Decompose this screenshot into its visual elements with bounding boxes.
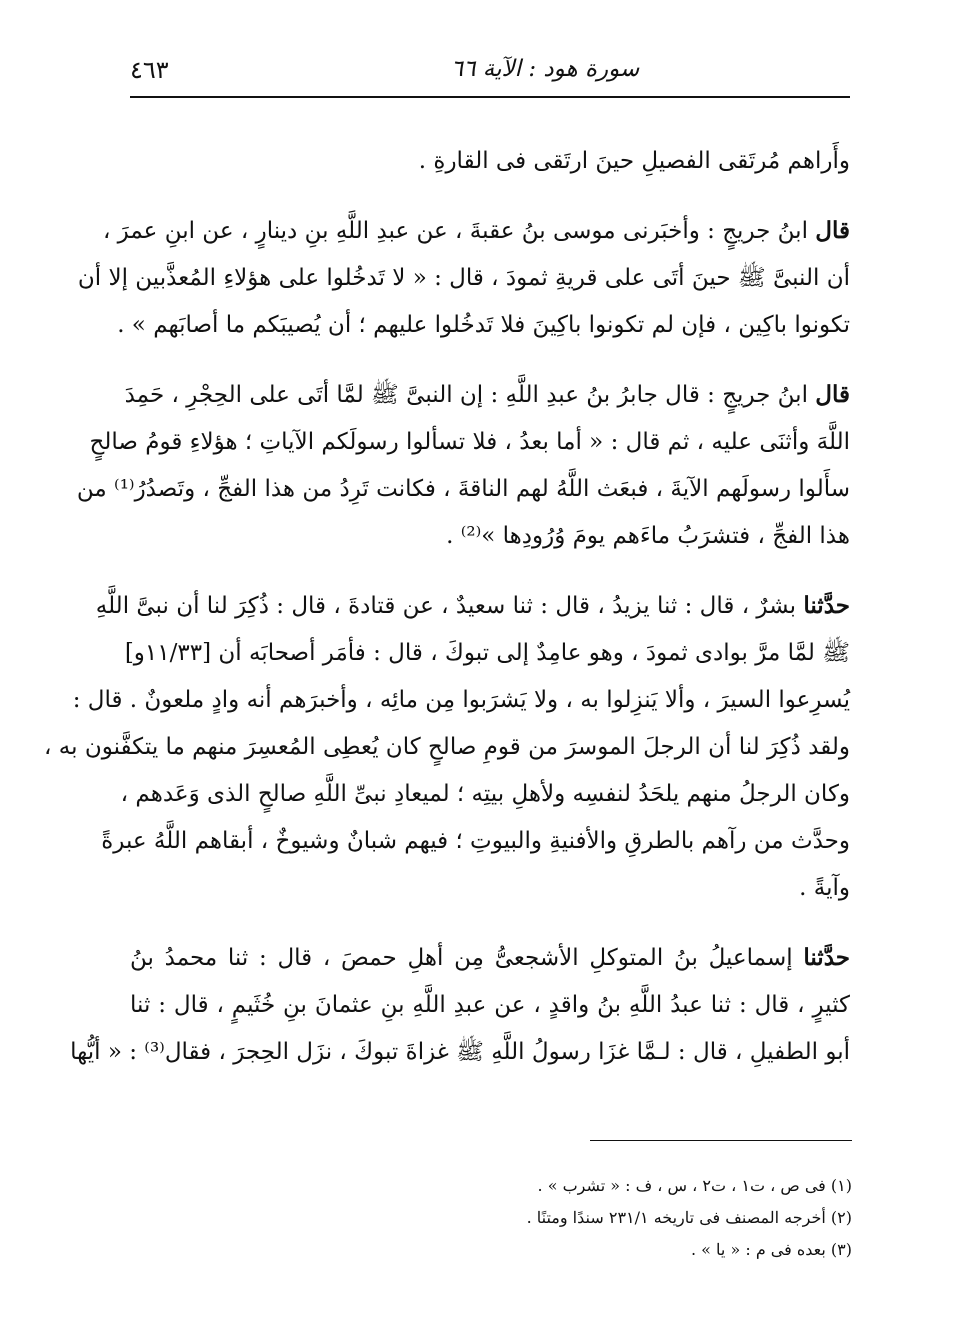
footnote: (١) فى ص ، ت١ ، ت٢ ، س ، ف : « تشرب » .	[537, 1176, 852, 1195]
text-line	[120, 771, 850, 818]
text-line	[89, 419, 850, 466]
line-text: ولقد ذُكِرَ لنا أن الرجلَ الموسرَ من قومِ صالحٍ كان يُعطِى المُعسِرَ منهم ما يتكفَّنون به ،	[44, 734, 850, 760]
text-line	[102, 207, 850, 255]
line-text: اللَّهَ وأثنَى عليه ، ثم قال : « أما بعدُ ، فلا تسألوا رسولَكم الآياتِ ؛ هؤلاءِ قومُ صالحٍ	[89, 429, 850, 455]
text-line	[130, 513, 850, 560]
text-line	[124, 630, 850, 677]
paragraph	[44, 582, 850, 912]
paragraph-lead-word: حدَّثنا	[803, 944, 850, 971]
text-line	[70, 1029, 850, 1076]
line-text: وحدَّث من رآهم بالطرقِ والأفنيةِ والبيوتِ ؛ فيهم شبانٌ وشيوخٌ ، أبقاهم اللَّهُ عبرةً	[101, 828, 850, 854]
line-text: ﷺ لمَّا مرَّ بوادى ثمودَ ، وهو عامِدٌ إلى تبوكَ ، قال : فأمَر أصحابَه أن [١١/٣٣و]	[124, 640, 850, 666]
line-text: يُسرِعوا السيرَ ، وألا يَنزِلوا به ، ولا يَشرَبوا مِن مائِه ، وأخبرَهم أنه وادٍ ملعونٌ . قال :	[72, 687, 850, 713]
paragraph	[76, 371, 850, 560]
footnote: (٣) بعده فى م : « يا » .	[691, 1240, 852, 1259]
paragraph	[77, 207, 850, 349]
text-line	[117, 302, 850, 349]
paragraph	[70, 934, 850, 1076]
line-text: تكونوا باكِين ، فإن لم تكونوا باكِينَ فلا تَدخُلوا عليهم ؛ أن يُصيبَكم ما أصابَهم » .	[117, 312, 850, 338]
line-text: سأَلوا رسولَهم الآيةَ ، فبعَث اللَّهُ لهم الناقةَ ، فكانت تَرِدُ من هذا الفجِّ ، وتَصدُرُ⁽¹⁾ من	[76, 476, 850, 502]
line-text: وأَراهم مُرتَقى الفصيلِ حينَ ارتَقى فى القارةِ .	[418, 148, 850, 174]
line-text: ابنُ جريجٍ : قال جابرُ بنُ عبدِ اللَّهِ : إن النبىَّ ﷺ لمَّا أتَى على الحِجْرِ ، حَمِدَ	[124, 382, 816, 408]
page-header	[130, 52, 850, 92]
text-line	[95, 582, 850, 630]
line-text: كثيرٍ ، قال : ثنا عبدُ اللَّهِ بنُ واقدٍ ، عن عبدِ اللَّهِ بنِ عثمانَ بنِ خُثَيمٍ ، قال : ثنا	[130, 992, 850, 1018]
text-line	[130, 934, 850, 982]
text-line	[44, 724, 850, 771]
text-line	[130, 138, 850, 185]
text-line	[72, 677, 850, 724]
text-line	[76, 466, 850, 513]
line-text: ابنُ جريجٍ : وأخبَرنى موسى بنُ عقبةَ ، عن عبدِ اللَّهِ بنِ دينارٍ ، عن ابنِ عمرَ ،	[102, 218, 816, 244]
line-text: وكان الرجلُ منهم يلحَدُ لنفسِه ولأهلِ بيتِه ؛ لميعادِ نبىِّ اللَّهِ صالحٍ الذى وَعَدهم ،	[120, 781, 850, 807]
line-text: هذا الفجِّ ، فتشرَبُ ماءَهم يومَ وُرُودِها »⁽²⁾ .	[446, 523, 850, 549]
line-text: وآيةً .	[799, 875, 850, 901]
paragraph-lead-word: قال	[815, 217, 850, 244]
paragraph-lead-word: حدَّثنا	[803, 592, 850, 619]
line-text: أبو الطفيلِ ، قال : لـمَّا غزَا رسولُ اللَّهِ ﷺ غزاةَ تبوكَ ، نزَل الحِجرَ ، فقال⁽³⁾ : « أيُّها	[70, 1039, 850, 1065]
text-line	[124, 371, 850, 419]
footnotes	[300, 1170, 852, 1266]
line-text: إسماعيلُ بنُ المتوكلِ الأشجعىُّ مِن أهلِ حمصَ ، قال : ثنا محمدُ بنُ	[130, 945, 804, 971]
text-line	[130, 865, 850, 912]
header-rule	[130, 96, 850, 98]
main-text	[44, 138, 850, 1076]
line-text: بشرٌ ، قال : ثنا يزيدُ ، قال : ثنا سعيدٌ ، عن قتادةَ ، قال : ذُكِرَ لنا أن نبىَّ اللَّهِ	[95, 593, 804, 619]
text-line	[130, 982, 850, 1029]
footnote: (٢) أخرجه المصنف فى تاريخه ٢٣١/١ سندًا ومتنًا .	[526, 1208, 852, 1227]
paragraph	[130, 138, 850, 185]
line-text: أن النبىَّ ﷺ حينَ أتَى على قريةِ ثمودَ ، قال : « لا تَدخُلوا على هؤلاءِ المُعذَّبين إلا أن	[77, 265, 850, 291]
paragraph-lead-word: قال	[815, 381, 850, 408]
running-title: سورة هود : الآية ٦٦	[450, 56, 640, 82]
text-line	[101, 818, 850, 865]
text-line	[77, 255, 850, 302]
page-number: ٤٦٣	[130, 56, 169, 84]
footnote-separator	[590, 1140, 852, 1141]
